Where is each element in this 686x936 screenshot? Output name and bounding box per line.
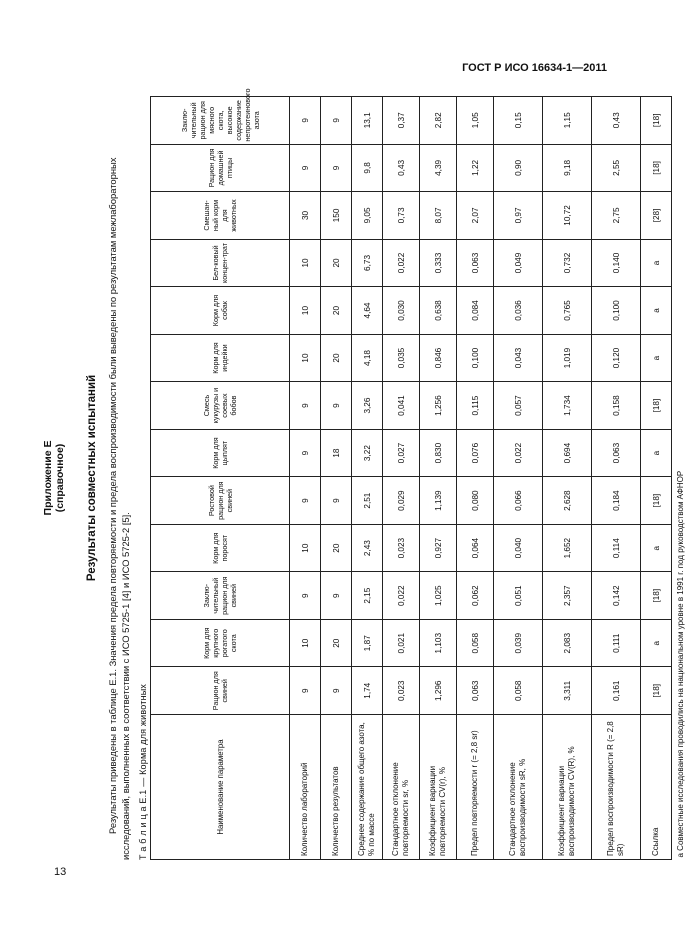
row-label: Количество лабораторий	[290, 715, 321, 860]
table-cell: 1,296	[420, 667, 457, 715]
table-cell: a	[641, 619, 672, 667]
table-cell: 1,05	[457, 97, 494, 145]
table-cell: 0,080	[457, 477, 494, 525]
table-cell: 4,39	[420, 144, 457, 192]
table-cell: 1,652	[543, 524, 592, 572]
table-cell: 0,120	[592, 334, 641, 382]
table-cell: 0,694	[543, 429, 592, 477]
table-cell: [18]	[641, 572, 672, 620]
table-cell: [18]	[641, 477, 672, 525]
table-cell: 0,051	[494, 572, 543, 620]
rotated-page-content	[40, 88, 685, 860]
table-cell: 3,311	[543, 667, 592, 715]
table-cell: a	[641, 334, 672, 382]
table-row	[457, 97, 494, 860]
table-cell: 0,161	[592, 667, 641, 715]
column-header: Корм для цыплят	[151, 429, 290, 477]
table-cell: 1,139	[420, 477, 457, 525]
table-cell: 0,062	[457, 572, 494, 620]
table-cell: 0,058	[457, 619, 494, 667]
column-header: Рацион для свиней	[151, 667, 290, 715]
table-cell: 2,75	[592, 192, 641, 240]
table-cell: 0,43	[592, 97, 641, 145]
table-cell: 3,22	[352, 429, 383, 477]
table-cell: 1,019	[543, 334, 592, 382]
column-header: Заклю-чительный рацион для мясного скота, высокое содержание непротеинового азота	[151, 97, 290, 145]
table-cell: 2,357	[543, 572, 592, 620]
row-label: Стандартное отклонение повторяемости sr, %	[383, 715, 420, 860]
row-label: Стандартное отклонение воспроизводимости sR, %	[494, 715, 543, 860]
table-cell: 1,025	[420, 572, 457, 620]
table-cell: [18]	[641, 382, 672, 430]
table-row	[290, 97, 321, 860]
table-cell: 2,82	[420, 97, 457, 145]
table-cell: 2,51	[352, 477, 383, 525]
table-cell: 0,023	[383, 524, 420, 572]
table-cell: 13,1	[352, 97, 383, 145]
column-header: Смесь кукурузы и соевых бобов	[151, 382, 290, 430]
column-header: Корм для крупного рогатого скота	[151, 619, 290, 667]
table-cell: 0,115	[457, 382, 494, 430]
table-cell: 10,72	[543, 192, 592, 240]
table-cell: 0,063	[457, 667, 494, 715]
table-cell: 0,058	[494, 667, 543, 715]
table-cell: 1,74	[352, 667, 383, 715]
table-caption: Т а б л и ц а Е.1 — Корма для животных	[138, 683, 148, 860]
table-cell: 0,063	[457, 239, 494, 287]
table-cell: [18]	[641, 97, 672, 145]
table-cell: 0,732	[543, 239, 592, 287]
table-cell: 9	[321, 572, 352, 620]
table-cell: 0,040	[494, 524, 543, 572]
column-header: Рацион для домашней птицы	[151, 144, 290, 192]
table-cell: 9	[290, 97, 321, 145]
table-cell: 9	[321, 97, 352, 145]
column-header: Корм для индейки	[151, 334, 290, 382]
table-cell: 0,076	[457, 429, 494, 477]
table-cell: 9	[290, 429, 321, 477]
table-cell: 2,55	[592, 144, 641, 192]
table-footnote: a Совместные исследования проводились на национальном уровне в 1991 г. под руководством АФНОР	[676, 470, 685, 858]
column-header: Ростовой рацион для свиней	[151, 477, 290, 525]
table-cell: 20	[321, 524, 352, 572]
table-header-row	[151, 97, 290, 860]
table-cell: 9,18	[543, 144, 592, 192]
table-cell: 9	[290, 144, 321, 192]
table-cell: 0,830	[420, 429, 457, 477]
table-cell: 0,73	[383, 192, 420, 240]
column-header: Наименование параметра	[151, 715, 290, 860]
column-header: Заклю-чительный рацион для свиней	[151, 572, 290, 620]
table-cell: 0,030	[383, 287, 420, 335]
table-cell: 0,022	[383, 239, 420, 287]
table-cell: 0,158	[592, 382, 641, 430]
appendix-heading	[42, 96, 66, 860]
table-cell: 0,140	[592, 239, 641, 287]
table-cell: a	[641, 287, 672, 335]
table-cell: 18	[321, 429, 352, 477]
appendix-title: Приложение Е	[42, 440, 54, 516]
row-label: Среднее содержание общего азота, % по массе	[352, 715, 383, 860]
page-number: 13	[54, 866, 67, 878]
table-cell: [18]	[641, 667, 672, 715]
section-title: Результаты совместных испытаний	[86, 374, 98, 582]
table-cell: a	[641, 429, 672, 477]
intro-paragraph: Результаты приведены в таблице Е.1. Значения предела повторяемости и предела воспроизводимости были выведены по результатам межлабораторных исследований, выполненных в соответствии с ИСО 5725-1 [4] и ИСО 5725-2 [5].	[107, 157, 131, 860]
table-cell: 10	[290, 619, 321, 667]
table-cell: 0,021	[383, 619, 420, 667]
table-cell: 0,023	[383, 667, 420, 715]
table-cell: 2,083	[543, 619, 592, 667]
table-row	[592, 97, 641, 860]
table-cell: 0,029	[383, 477, 420, 525]
table-cell: 3,26	[352, 382, 383, 430]
table-cell: 1,103	[420, 619, 457, 667]
table-cell: 0,036	[494, 287, 543, 335]
table-cell: 4,64	[352, 287, 383, 335]
table-cell: 0,084	[457, 287, 494, 335]
column-header: Бел-ковый концен-трат	[151, 239, 290, 287]
table-cell: 20	[321, 239, 352, 287]
table-cell: 9	[290, 572, 321, 620]
table-cell: 0,37	[383, 97, 420, 145]
table-cell: 0,100	[457, 334, 494, 382]
table-cell: 30	[290, 192, 321, 240]
table-cell: 2,43	[352, 524, 383, 572]
row-label: Ссылка	[641, 715, 672, 860]
table-cell: 4,18	[352, 334, 383, 382]
appendix-subtitle: (справочное)	[54, 443, 66, 513]
table-cell: [18]	[641, 144, 672, 192]
table-cell: 2,15	[352, 572, 383, 620]
column-header: Корм для поросят	[151, 524, 290, 572]
table-cell: a	[641, 524, 672, 572]
column-header: Смешан-ный корм для животных	[151, 192, 290, 240]
table-cell: 0,057	[494, 382, 543, 430]
table-cell: 9	[290, 667, 321, 715]
table-row	[543, 97, 592, 860]
results-table	[150, 88, 686, 860]
table-cell: 2,07	[457, 192, 494, 240]
table-cell: 0,027	[383, 429, 420, 477]
table-cell: 0,97	[494, 192, 543, 240]
row-label: Предел воспроизводимости R (= 2,8 sR)	[592, 715, 641, 860]
table-cell: 0,063	[592, 429, 641, 477]
row-label: Коэффициент вариации воспроизводимости CV(R), %	[543, 715, 592, 860]
table-cell: 9,05	[352, 192, 383, 240]
table-cell: 0,041	[383, 382, 420, 430]
table-row	[352, 97, 383, 860]
table-cell: 10	[290, 524, 321, 572]
table-cell: 0,039	[494, 619, 543, 667]
standard-code: ГОСТ Р ИСО 16634-1—2011	[462, 62, 607, 74]
footnote-row	[672, 97, 686, 860]
table-cell: 1,15	[543, 97, 592, 145]
table-cell: 0,066	[494, 477, 543, 525]
table-cell: a	[641, 239, 672, 287]
table-cell: 0,111	[592, 619, 641, 667]
table-cell: 0,114	[592, 524, 641, 572]
table-cell: 0,043	[494, 334, 543, 382]
table-cell: 10	[290, 334, 321, 382]
table-row	[383, 97, 420, 860]
column-header: Корм для собак	[151, 287, 290, 335]
table-cell: 6,73	[352, 239, 383, 287]
table-cell: 0,333	[420, 239, 457, 287]
table-cell: 10	[290, 239, 321, 287]
table-cell: 0,100	[592, 287, 641, 335]
table-cell: 0,022	[383, 572, 420, 620]
table-cell: 9	[321, 382, 352, 430]
table-cell: 9	[290, 382, 321, 430]
table-row	[641, 97, 672, 860]
table-cell: 0,184	[592, 477, 641, 525]
table-cell: 20	[321, 287, 352, 335]
table-cell: 1,256	[420, 382, 457, 430]
table-cell: 9	[321, 667, 352, 715]
table-cell: 0,846	[420, 334, 457, 382]
table-cell: 0,049	[494, 239, 543, 287]
table-cell: 10	[290, 287, 321, 335]
row-label: Количество результатов	[321, 715, 352, 860]
table-cell: 20	[321, 619, 352, 667]
table-cell: 0,15	[494, 97, 543, 145]
row-label: Предел повторяемости r (= 2,8 sr)	[457, 715, 494, 860]
table-cell: 0,927	[420, 524, 457, 572]
table-cell: 150	[321, 192, 352, 240]
table-cell: 0,90	[494, 144, 543, 192]
table-cell: 9	[321, 477, 352, 525]
table-cell: 9	[290, 477, 321, 525]
table-cell: 0,022	[494, 429, 543, 477]
table-cell: 0,035	[383, 334, 420, 382]
table-row	[321, 97, 352, 860]
table-cell: 9,8	[352, 144, 383, 192]
table-cell: 9	[321, 144, 352, 192]
table-row	[494, 97, 543, 860]
row-label: Коэффициент вариации повторяемости CV(r), %	[420, 715, 457, 860]
table-body	[290, 97, 686, 860]
table-cell: 20	[321, 334, 352, 382]
table-cell: 0,064	[457, 524, 494, 572]
table-cell: 0,765	[543, 287, 592, 335]
table-cell: 0,142	[592, 572, 641, 620]
table-cell: [28]	[641, 192, 672, 240]
table-cell: 0,43	[383, 144, 420, 192]
table-cell: 2,628	[543, 477, 592, 525]
table-cell: 8,07	[420, 192, 457, 240]
table-row	[420, 97, 457, 860]
table-cell: 1,734	[543, 382, 592, 430]
table-cell: 0,638	[420, 287, 457, 335]
table-cell: 1,22	[457, 144, 494, 192]
table-cell: 1,87	[352, 619, 383, 667]
